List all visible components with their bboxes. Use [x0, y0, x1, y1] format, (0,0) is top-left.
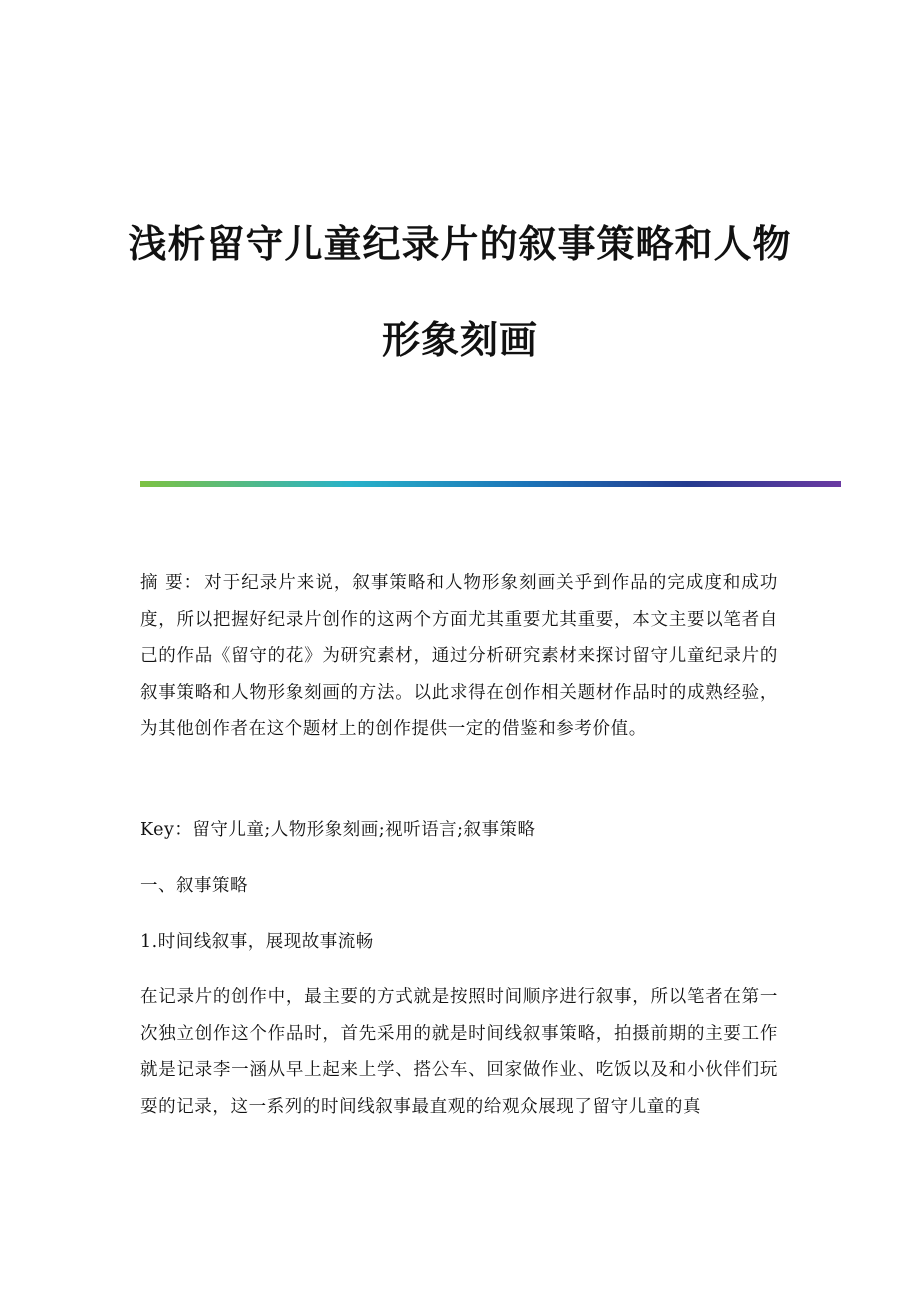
abstract-label: 摘 要：: [140, 573, 203, 593]
keywords-text: 留守儿童;人物形象刻画;视听语言;叙事策略: [192, 820, 536, 840]
keywords: [140, 812, 780, 848]
paper-title-line-2: 形象刻画: [381, 318, 538, 362]
abstract: [140, 565, 778, 748]
subsection-heading: 1.时间线叙事，展现故事流畅: [140, 932, 374, 952]
body-paragraph: 在记录片的创作中，最主要的方式就是按照时间顺序进行叙事，所以笔者在第一次独立创作这个作品时，首先采用的就是时间线叙事策略，拍摄前期的主要工作就是记录李一涵从早上起来上学、搭公车、回家做作业、吃饭以及和小伙伴们玩耍的记录，这一系列的时间线叙事最直观的给观众展现了留守儿童的真: [140, 987, 778, 1117]
keywords-label: Key：: [140, 820, 193, 840]
paper-title-line-1: 浅析留守儿童纪录片的叙事策略和人物: [128, 222, 792, 266]
abstract-text: 对于纪录片来说，叙事策略和人物形象刻画关乎到作品的完成度和成功度，所以把握好纪录片创作的这两个方面尤其重要尤其重要，本文主要以笔者自己的作品《留守的花》为研究素材，通过分析研究素材来探讨留守儿童纪录片的叙事策略和人物形象刻画的方法。以此求得在创作相关题材作品时的成熟经验，为其他创作者在这个题材上的创作提供一定的借鉴和参考价值。: [140, 573, 778, 739]
gradient-divider: [140, 481, 841, 487]
section-heading: 一、叙事策略: [140, 876, 248, 896]
